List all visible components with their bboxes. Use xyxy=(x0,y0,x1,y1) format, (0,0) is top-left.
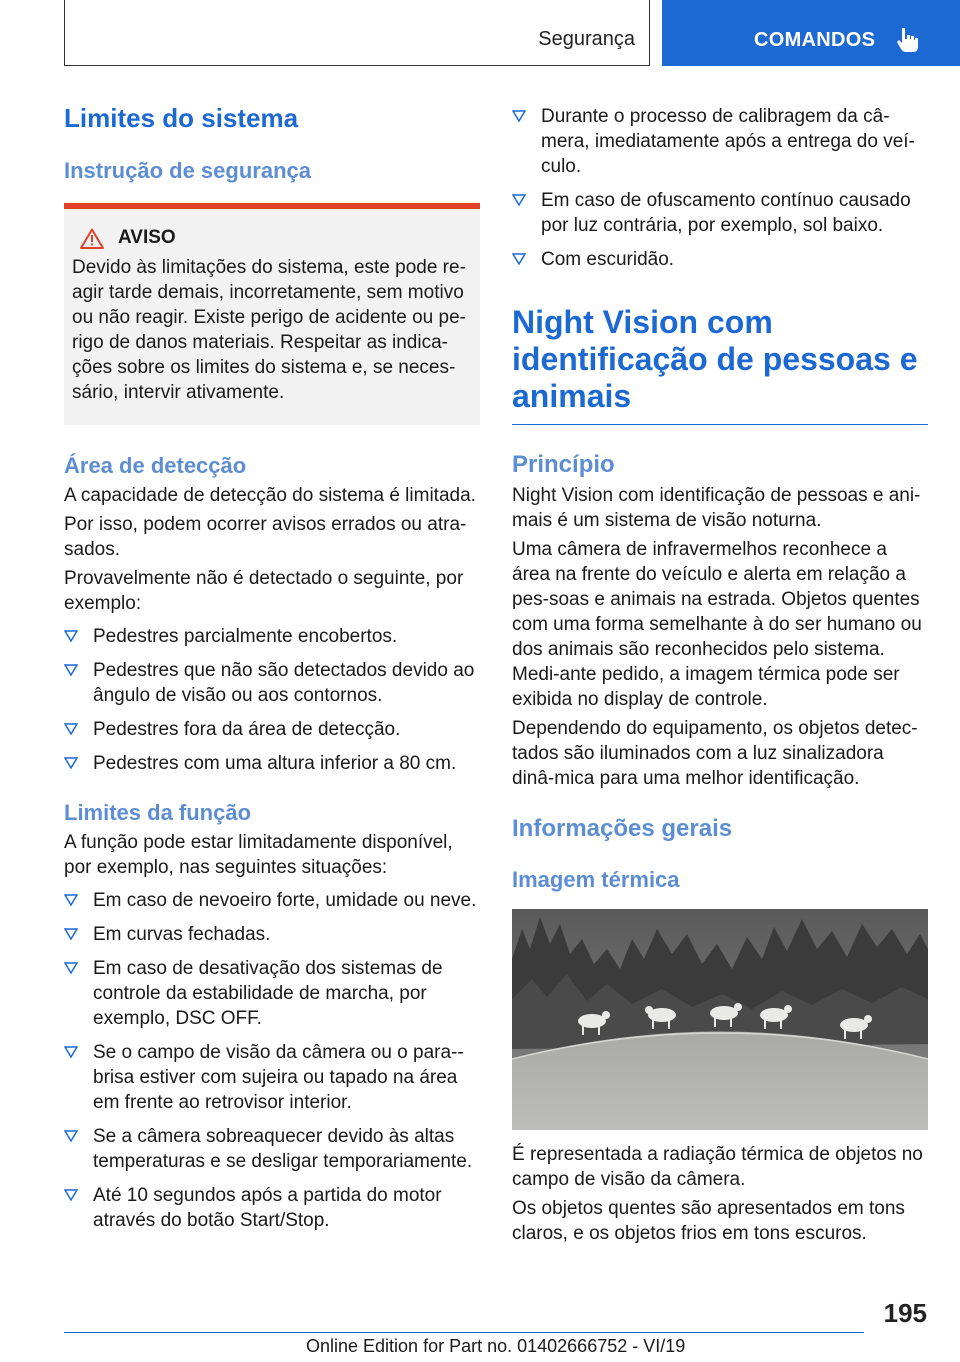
list-item: Pedestres com uma altura inferior a 80 cm. xyxy=(64,751,480,776)
list-item: Pedestres fora da área de detecção. xyxy=(64,717,480,742)
list-item: Se o campo de visão da câmera ou o para--brisa estiver com sujeira ou tapado na área em frente ao retrovisor interior. xyxy=(64,1040,480,1115)
detection-list xyxy=(64,624,480,776)
section-title-system-limits: Limites do sistema xyxy=(64,103,299,133)
detection-paragraph-3: Provavelmente não é detectado o seguinte, por exemplo: xyxy=(64,568,464,614)
safety-heading: Instrução de segurança xyxy=(64,158,311,183)
triangle-bullet-icon xyxy=(64,757,78,769)
title-rule xyxy=(512,424,928,425)
general-info-heading: Informações gerais xyxy=(512,815,733,842)
principle-paragraph-1: Night Vision com identificação de pessoas e ani-mais é um sistema de visão noturna. xyxy=(512,485,921,531)
warning-title xyxy=(80,227,472,249)
thermal-paragraph-1: É representada a radiação térmica de objetos no campo de visão da câmera. xyxy=(512,1144,923,1190)
thermal-image-heading: Imagem térmica xyxy=(512,867,680,892)
list-item: Se a câmera sobreaquecer devido às altas temperaturas e se desligar temporariamente. xyxy=(64,1124,480,1174)
warning-box xyxy=(64,203,480,425)
detection-area-heading: Área de detecção xyxy=(64,453,247,478)
night-vision-title: Night Vision com identificação de pessoas e animais xyxy=(512,304,918,414)
triangle-bullet-icon xyxy=(64,723,78,735)
footer-rule xyxy=(64,1332,864,1333)
left-column xyxy=(64,100,480,1233)
detection-paragraph-2: Por isso, podem ocorrer avisos errados ou atra-sados. xyxy=(64,514,467,560)
triangle-bullet-icon xyxy=(64,962,78,974)
warning-label: AVISO xyxy=(118,227,176,248)
triangle-bullet-icon xyxy=(64,1046,78,1058)
principle-heading: Princípio xyxy=(512,451,615,478)
list-item: Com escuridão. xyxy=(512,247,928,272)
header-chapter-label: COMANDOS xyxy=(754,29,876,51)
header-section-label: Segurança xyxy=(538,28,635,50)
header-section-box xyxy=(64,0,650,66)
page-number: 195 xyxy=(883,1298,927,1328)
warning-triangle-icon xyxy=(80,228,104,249)
list-item: Durante o processo de calibragem da câ-mera, imediatamente após a entrega do veí-culo. xyxy=(512,104,928,179)
list-item: Em caso de ofuscamento contínuo causado por luz contrária, por exemplo, sol baixo. xyxy=(512,188,928,238)
function-limits-paragraph: A função pode estar limitadamente disponível, por exemplo, nas seguintes situações: xyxy=(64,832,453,878)
triangle-bullet-icon xyxy=(512,194,526,206)
principle-paragraph-2: Uma câmera de infravermelhos reconhece a área na frente do veículo e alerta em relação a pes-soas e animais na estrada. Objetos quentes com uma forma semelhante à do ser humano ou dos animais são reconhecidos pelo sistema. Medi-ante pedido, a imagem térmica pode ser exibida no display de controle. xyxy=(512,539,922,710)
list-item: Até 10 segundos após a partida do motor através do botão Start/Stop. xyxy=(64,1183,480,1233)
principle-paragraph-3: Dependendo do equipamento, os objetos detec-tados são iluminados com a luz sinalizadora dinâ-mica para uma melhor identificação. xyxy=(512,718,918,789)
hand-pointer-icon xyxy=(896,26,922,54)
list-item: Em caso de nevoeiro forte, umidade ou neve. xyxy=(64,888,480,913)
warning-text: Devido às limitações do sistema, este pode re-agir tarde demais, incorretamente, sem motivo ou não reagir. Existe perigo de acidente ou pe-rigo de danos materiais. Respeitar as indica-ções sobre os limites do sistema e, se neces-sário, intervir ativamente. xyxy=(72,257,466,403)
list-item: Pedestres parcialmente encobertos. xyxy=(64,624,480,649)
thermal-paragraph-2: Os objetos quentes são apresentados em tons claros, e os objetos frios em tons escuros. xyxy=(512,1198,905,1244)
triangle-bullet-icon xyxy=(64,894,78,906)
function-limits-list xyxy=(64,888,480,1233)
right-column xyxy=(512,100,928,1246)
triangle-bullet-icon xyxy=(64,1130,78,1142)
triangle-bullet-icon xyxy=(64,1189,78,1201)
edition-note: Online Edition for Part no. 01402666752 - VI/19 xyxy=(306,1336,686,1356)
triangle-bullet-icon xyxy=(64,928,78,940)
list-item: Em caso de desativação dos sistemas de controle da estabilidade de marcha, por exemplo, DSC OFF. xyxy=(64,956,480,1031)
list-item: Em curvas fechadas. xyxy=(64,922,480,947)
function-limits-heading: Limites da função xyxy=(64,800,252,825)
continued-list xyxy=(512,104,928,272)
detection-paragraph-1: A capacidade de detecção do sistema é limitada. xyxy=(64,485,476,506)
triangle-bullet-icon xyxy=(64,664,78,676)
list-item: Pedestres que não são detectados devido ao ângulo de visão ou aos contornos. xyxy=(64,658,480,708)
triangle-bullet-icon xyxy=(512,110,526,122)
triangle-bullet-icon xyxy=(512,253,526,265)
thermal-image-illustration xyxy=(512,909,928,1130)
triangle-bullet-icon xyxy=(64,630,78,642)
